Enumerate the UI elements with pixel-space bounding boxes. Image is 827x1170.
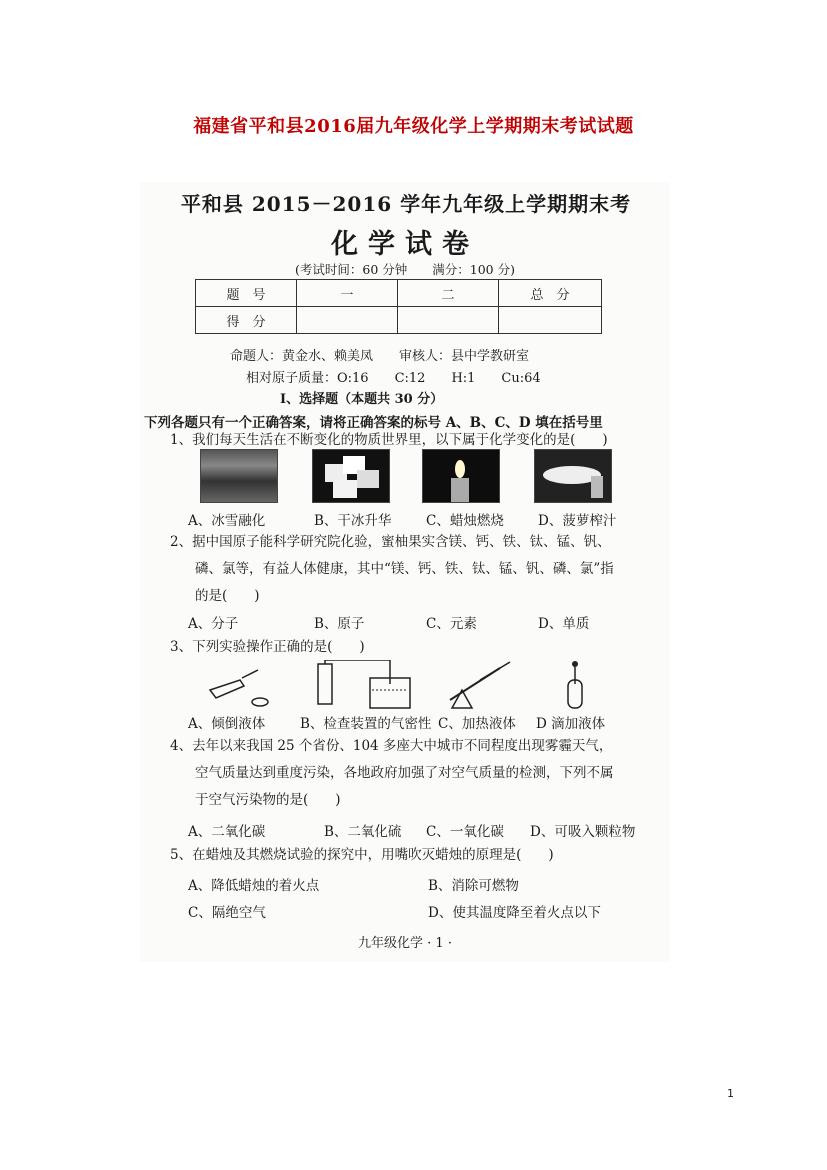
instructions: 下列各题只有一个正确答案，请将正确答案的标号 A、B、C、D 填在括号里 <box>144 415 603 431</box>
question-text: 于空气污染物的是( ) <box>195 792 341 808</box>
score-table <box>195 279 602 334</box>
option-c: C、一氧化碳 <box>426 824 504 840</box>
heating-liquid-illustration <box>440 660 520 710</box>
option-d: D 滴加液体 <box>536 716 606 732</box>
option-a: A、倾倒液体 <box>188 716 266 732</box>
section-heading: Ⅰ、选择题（本题共 30 分） <box>280 392 444 407</box>
table-cell <box>499 307 602 334</box>
table-cell <box>297 307 398 334</box>
question-text: 磷、氯等，有益人体健康，其中“镁、钙、铁、钛、锰、钒、磷、氯”指 <box>195 561 614 577</box>
question-text: 2、据中国原子能科学研究院化验，蜜柚果实含镁、钙、铁、钛、锰、钒、 <box>170 534 611 550</box>
exam-subject: 化学试卷 <box>331 229 479 260</box>
question-2 <box>170 529 614 610</box>
option-c: C、元素 <box>426 616 477 632</box>
scanned-exam-page <box>140 182 670 962</box>
dropping-liquid-illustration <box>550 660 600 710</box>
table-row <box>196 307 602 334</box>
table-cell: 总 分 <box>499 280 602 307</box>
pineapple-juice-photo <box>534 449 612 503</box>
airtightness-check-illustration <box>300 660 420 710</box>
page-number: 1 <box>727 1087 734 1100</box>
question-3 <box>170 634 365 661</box>
question-4 <box>170 733 614 814</box>
option-b: B、消除可燃物 <box>428 878 519 894</box>
table-cell: 一 <box>297 280 398 307</box>
table-cell: 得 分 <box>196 307 297 334</box>
question-text: 空气质量达到重度污染，各地政府加强了对空气质量的检测，下列不属 <box>195 765 614 781</box>
question-text: 4、去年以来我国 25 个省份、104 多座大中城市不同程度出现雾霾天气， <box>170 738 613 754</box>
option-d: D、可吸入颗粒物 <box>530 824 636 840</box>
option-b: B、检查装置的气密性 <box>300 716 432 732</box>
option-d: D、菠萝榨汁 <box>538 513 617 529</box>
table-cell <box>398 307 499 334</box>
option-a: A、降低蜡烛的着火点 <box>188 878 320 894</box>
page-title: 福建省平和县2016届九年级化学上学期期末考试试题 <box>193 116 634 137</box>
atomic-mass-line: 相对原子质量：O:16 C:12 H:1 Cu:64 <box>246 371 541 386</box>
option-a: A、二氧化碳 <box>188 824 266 840</box>
option-b: B、原子 <box>314 616 365 632</box>
option-d: D、使其温度降至着火点以下 <box>428 905 601 921</box>
table-row <box>196 280 602 307</box>
option-c: C、隔绝空气 <box>188 905 266 921</box>
pouring-liquid-illustration <box>200 660 300 710</box>
exam-header: 平和县 2015－2016 学年九年级上学期期末考 <box>180 192 632 216</box>
exam-info: (考试时间：60 分钟 满分：100 分) <box>295 262 515 277</box>
question-text: 5、在蜡烛及其燃烧试验的探究中，用嘴吹灭蜡烛的原理是( ) <box>170 847 554 863</box>
table-cell: 题 号 <box>196 280 297 307</box>
option-c: C、蜡烛燃烧 <box>426 513 504 529</box>
question-text: 3、下列实验操作正确的是( ) <box>170 639 365 655</box>
burning-candle-photo <box>422 449 500 503</box>
option-a: A、冰雪融化 <box>188 513 266 529</box>
option-b: B、二氧化硫 <box>324 824 402 840</box>
question-text: 1、我们每天生活在不断变化的物质世界里，以下属于化学变化的是( ) <box>170 432 608 448</box>
question-5 <box>170 842 554 869</box>
question-text: 的是( ) <box>195 588 260 604</box>
ice-snow-photo <box>200 449 278 503</box>
exam-footer: 九年级化学 · 1 · <box>358 936 452 951</box>
authors-line: 命题人：黄金水、赖美凤 审核人：县中学教研室 <box>230 349 530 364</box>
option-b: B、干冰升华 <box>314 513 392 529</box>
table-cell: 二 <box>398 280 499 307</box>
option-c: C、加热液体 <box>438 716 516 732</box>
dry-ice-photo <box>312 449 390 503</box>
option-d: D、单质 <box>538 616 590 632</box>
option-a: A、分子 <box>188 616 239 632</box>
